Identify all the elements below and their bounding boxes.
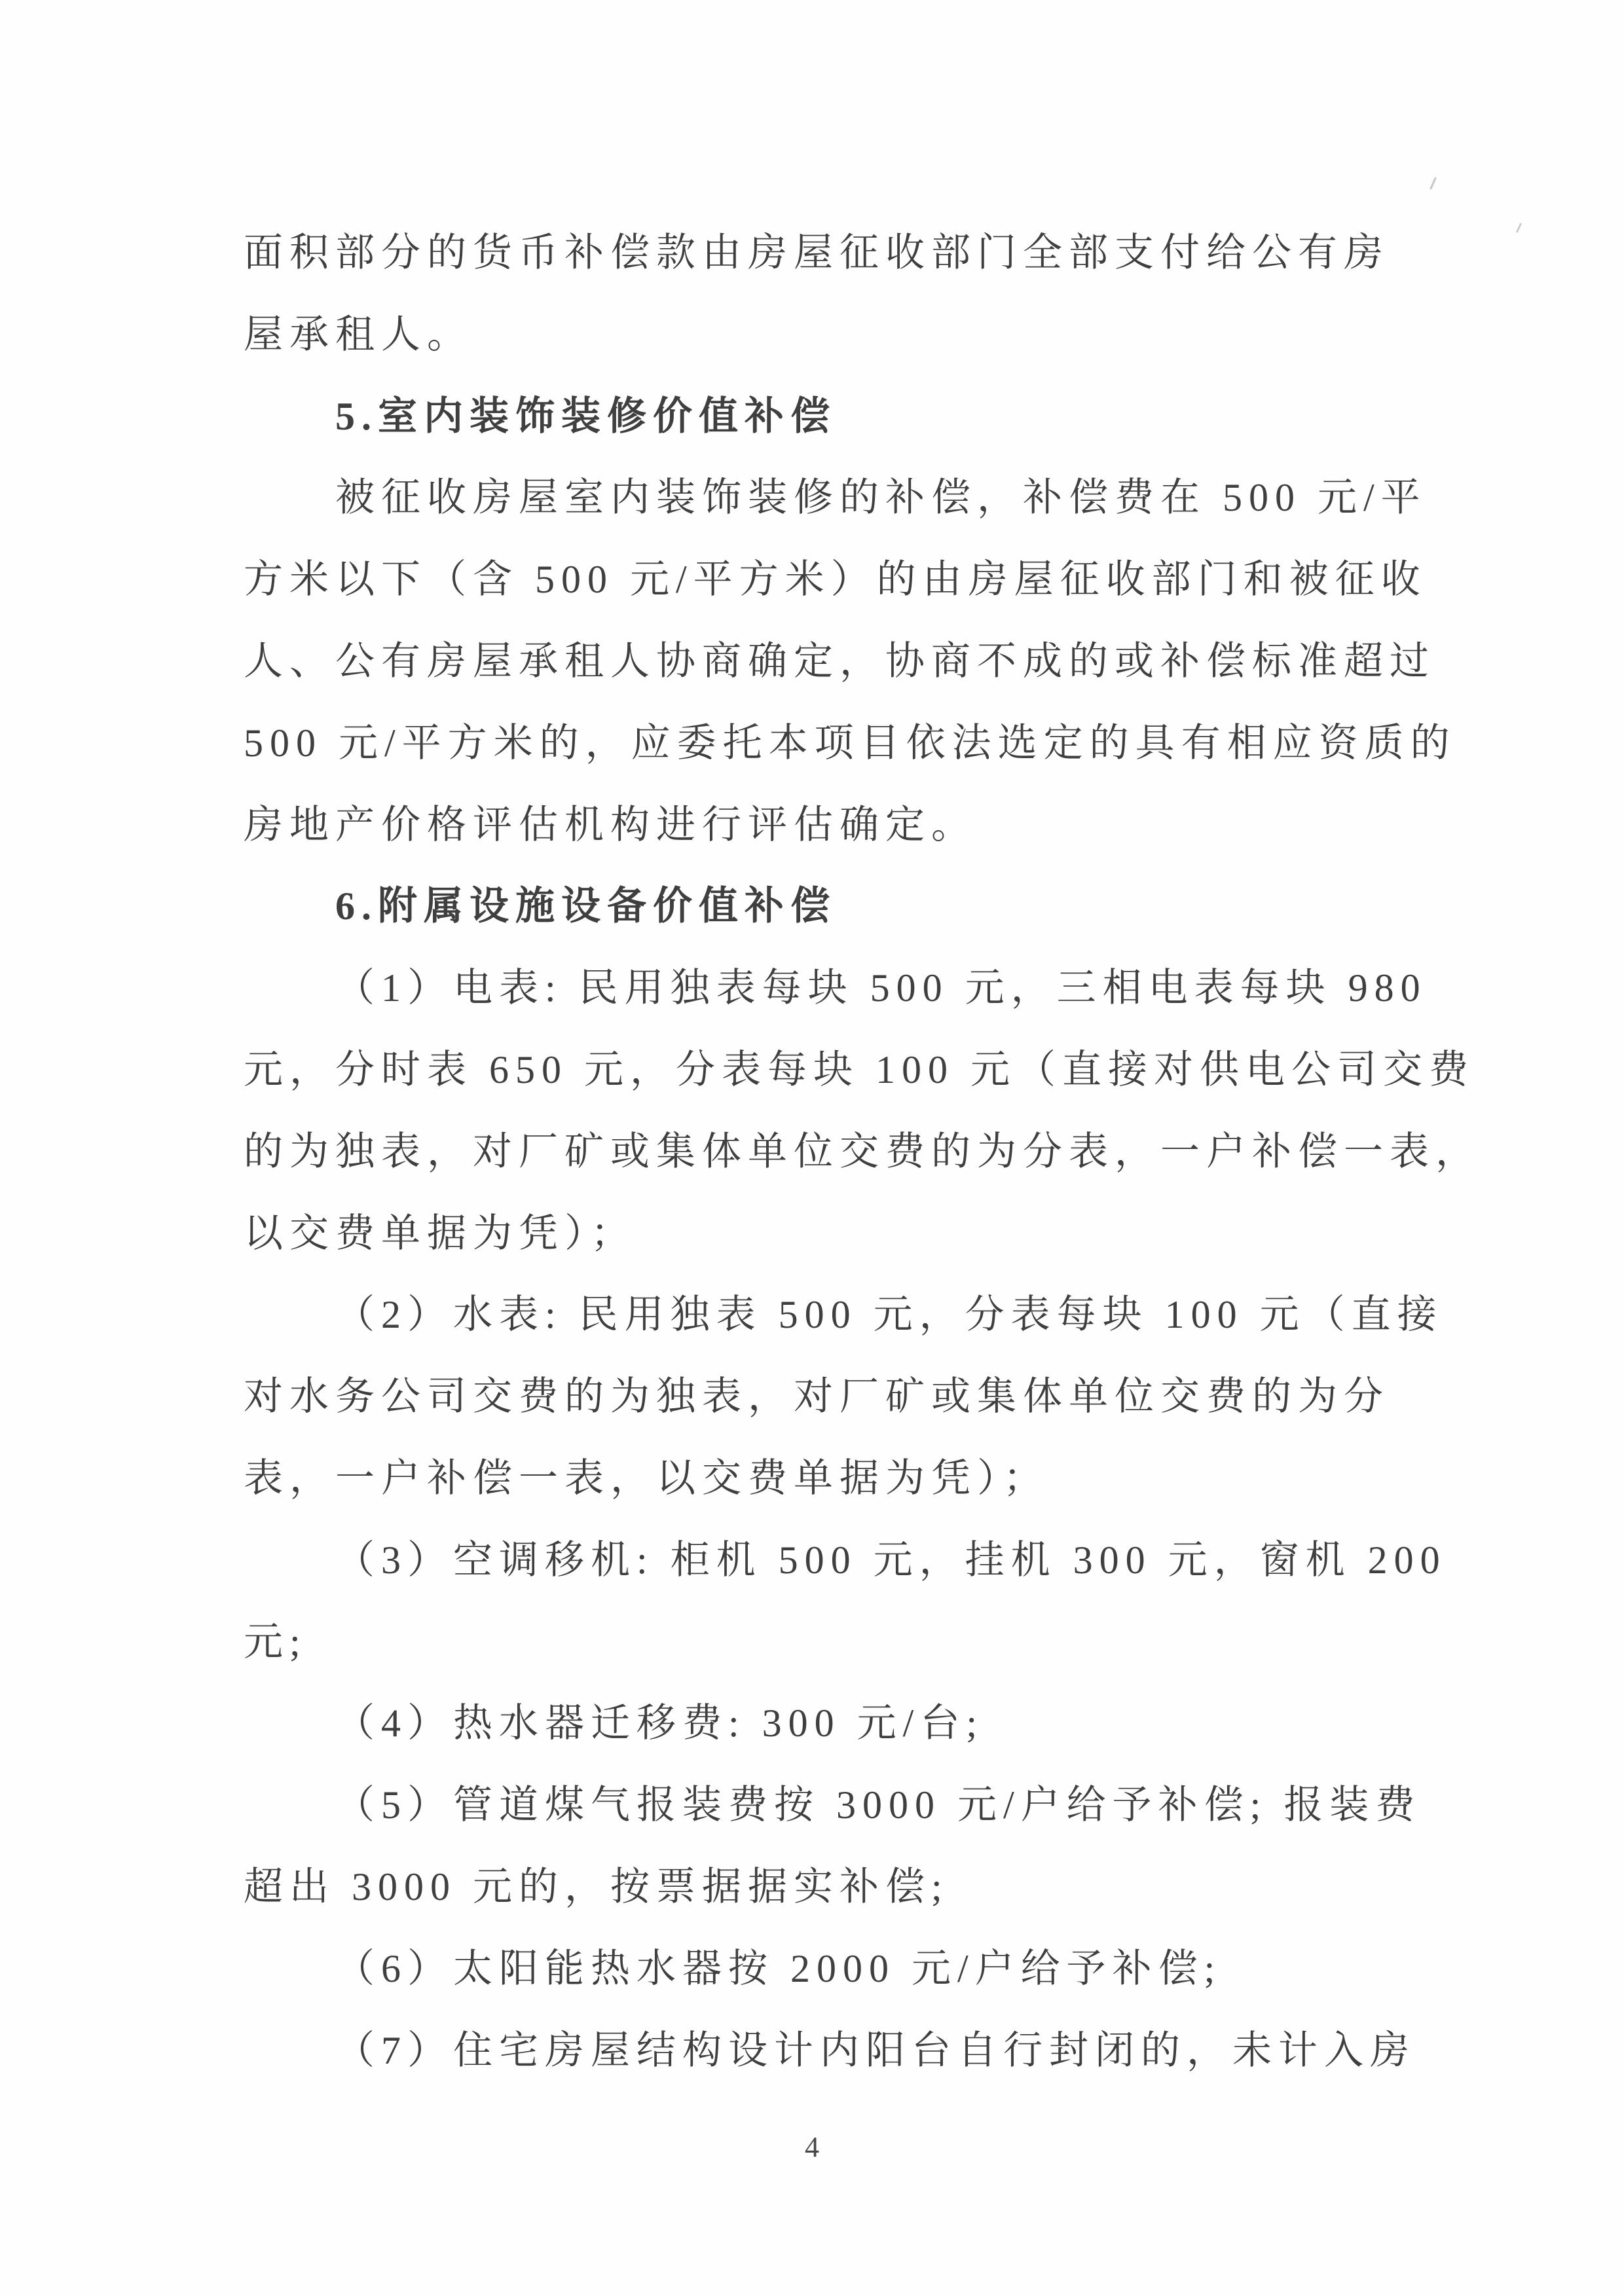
text-line: （1）电表: 民用独表每块 500 元，三相电表每块 980 bbox=[335, 966, 1427, 1010]
text-line: 房地产价格评估机构进行评估确定。 bbox=[244, 803, 977, 847]
section-heading: 6.附属设施设备价值补偿 bbox=[335, 884, 836, 928]
section-heading: 5.室内装饰装修价值补偿 bbox=[335, 394, 836, 438]
text-line: （4）热水器迁移费: 300 元/台; bbox=[335, 1702, 984, 1745]
text-line: 元; bbox=[244, 1620, 307, 1664]
text-line: 方米以下（含 500 元/平方米）的由房屋征收部门和被征收 bbox=[244, 558, 1427, 602]
document-body bbox=[244, 212, 1481, 2091]
text-line: 500 元/平方米的，应委托本项目依法选定的具有相应资质的 bbox=[244, 721, 1456, 765]
text-line: 被征收房屋室内装饰装修的补偿，补偿费在 500 元/平 bbox=[335, 476, 1427, 520]
text-line: （6）太阳能热水器按 2000 元/户给予补偿; bbox=[335, 1946, 1222, 1990]
text-line: 人、公有房屋承租人协商确定，协商不成的或补偿标准超过 bbox=[244, 639, 1435, 683]
text-line: 对水务公司交费的为独表，对厂矿或集体单位交费的为分 bbox=[244, 1375, 1390, 1419]
scan-speck-icon bbox=[1428, 177, 1436, 190]
text-line: 屋承租人。 bbox=[244, 312, 473, 356]
text-line: （3）空调移机: 柜机 500 元，挂机 300 元，窗机 200 bbox=[335, 1538, 1447, 1582]
text-line: （7）住宅房屋结构设计内阳台自行封闭的，未计入房 bbox=[335, 2028, 1416, 2072]
scan-speck-icon bbox=[1515, 223, 1521, 233]
text-line: 表，一户补偿一表，以交费单据为凭）； bbox=[244, 1456, 1049, 1500]
text-line: 元，分时表 650 元，分表每块 100 元（直接对供电公司交费 bbox=[244, 1048, 1475, 1091]
text-line: 超出 3000 元的，按票据据实补偿; bbox=[244, 1865, 949, 1908]
text-line: 面积部分的货币补偿款由房屋征收部门全部支付给公有房 bbox=[244, 231, 1390, 274]
text-line: 的为独表，对厂矿或集体单位交费的为分表，一户补偿一表， bbox=[244, 1129, 1481, 1173]
page-number: 4 bbox=[805, 2131, 819, 2163]
text-line: 以交费单据为凭）； bbox=[244, 1211, 637, 1255]
text-line: （5）管道煤气报装费按 3000 元/户给予补偿; 报装费 bbox=[335, 1783, 1422, 1827]
text-line: （2）水表: 民用独表 500 元，分表每块 100 元（直接 bbox=[335, 1293, 1443, 1337]
